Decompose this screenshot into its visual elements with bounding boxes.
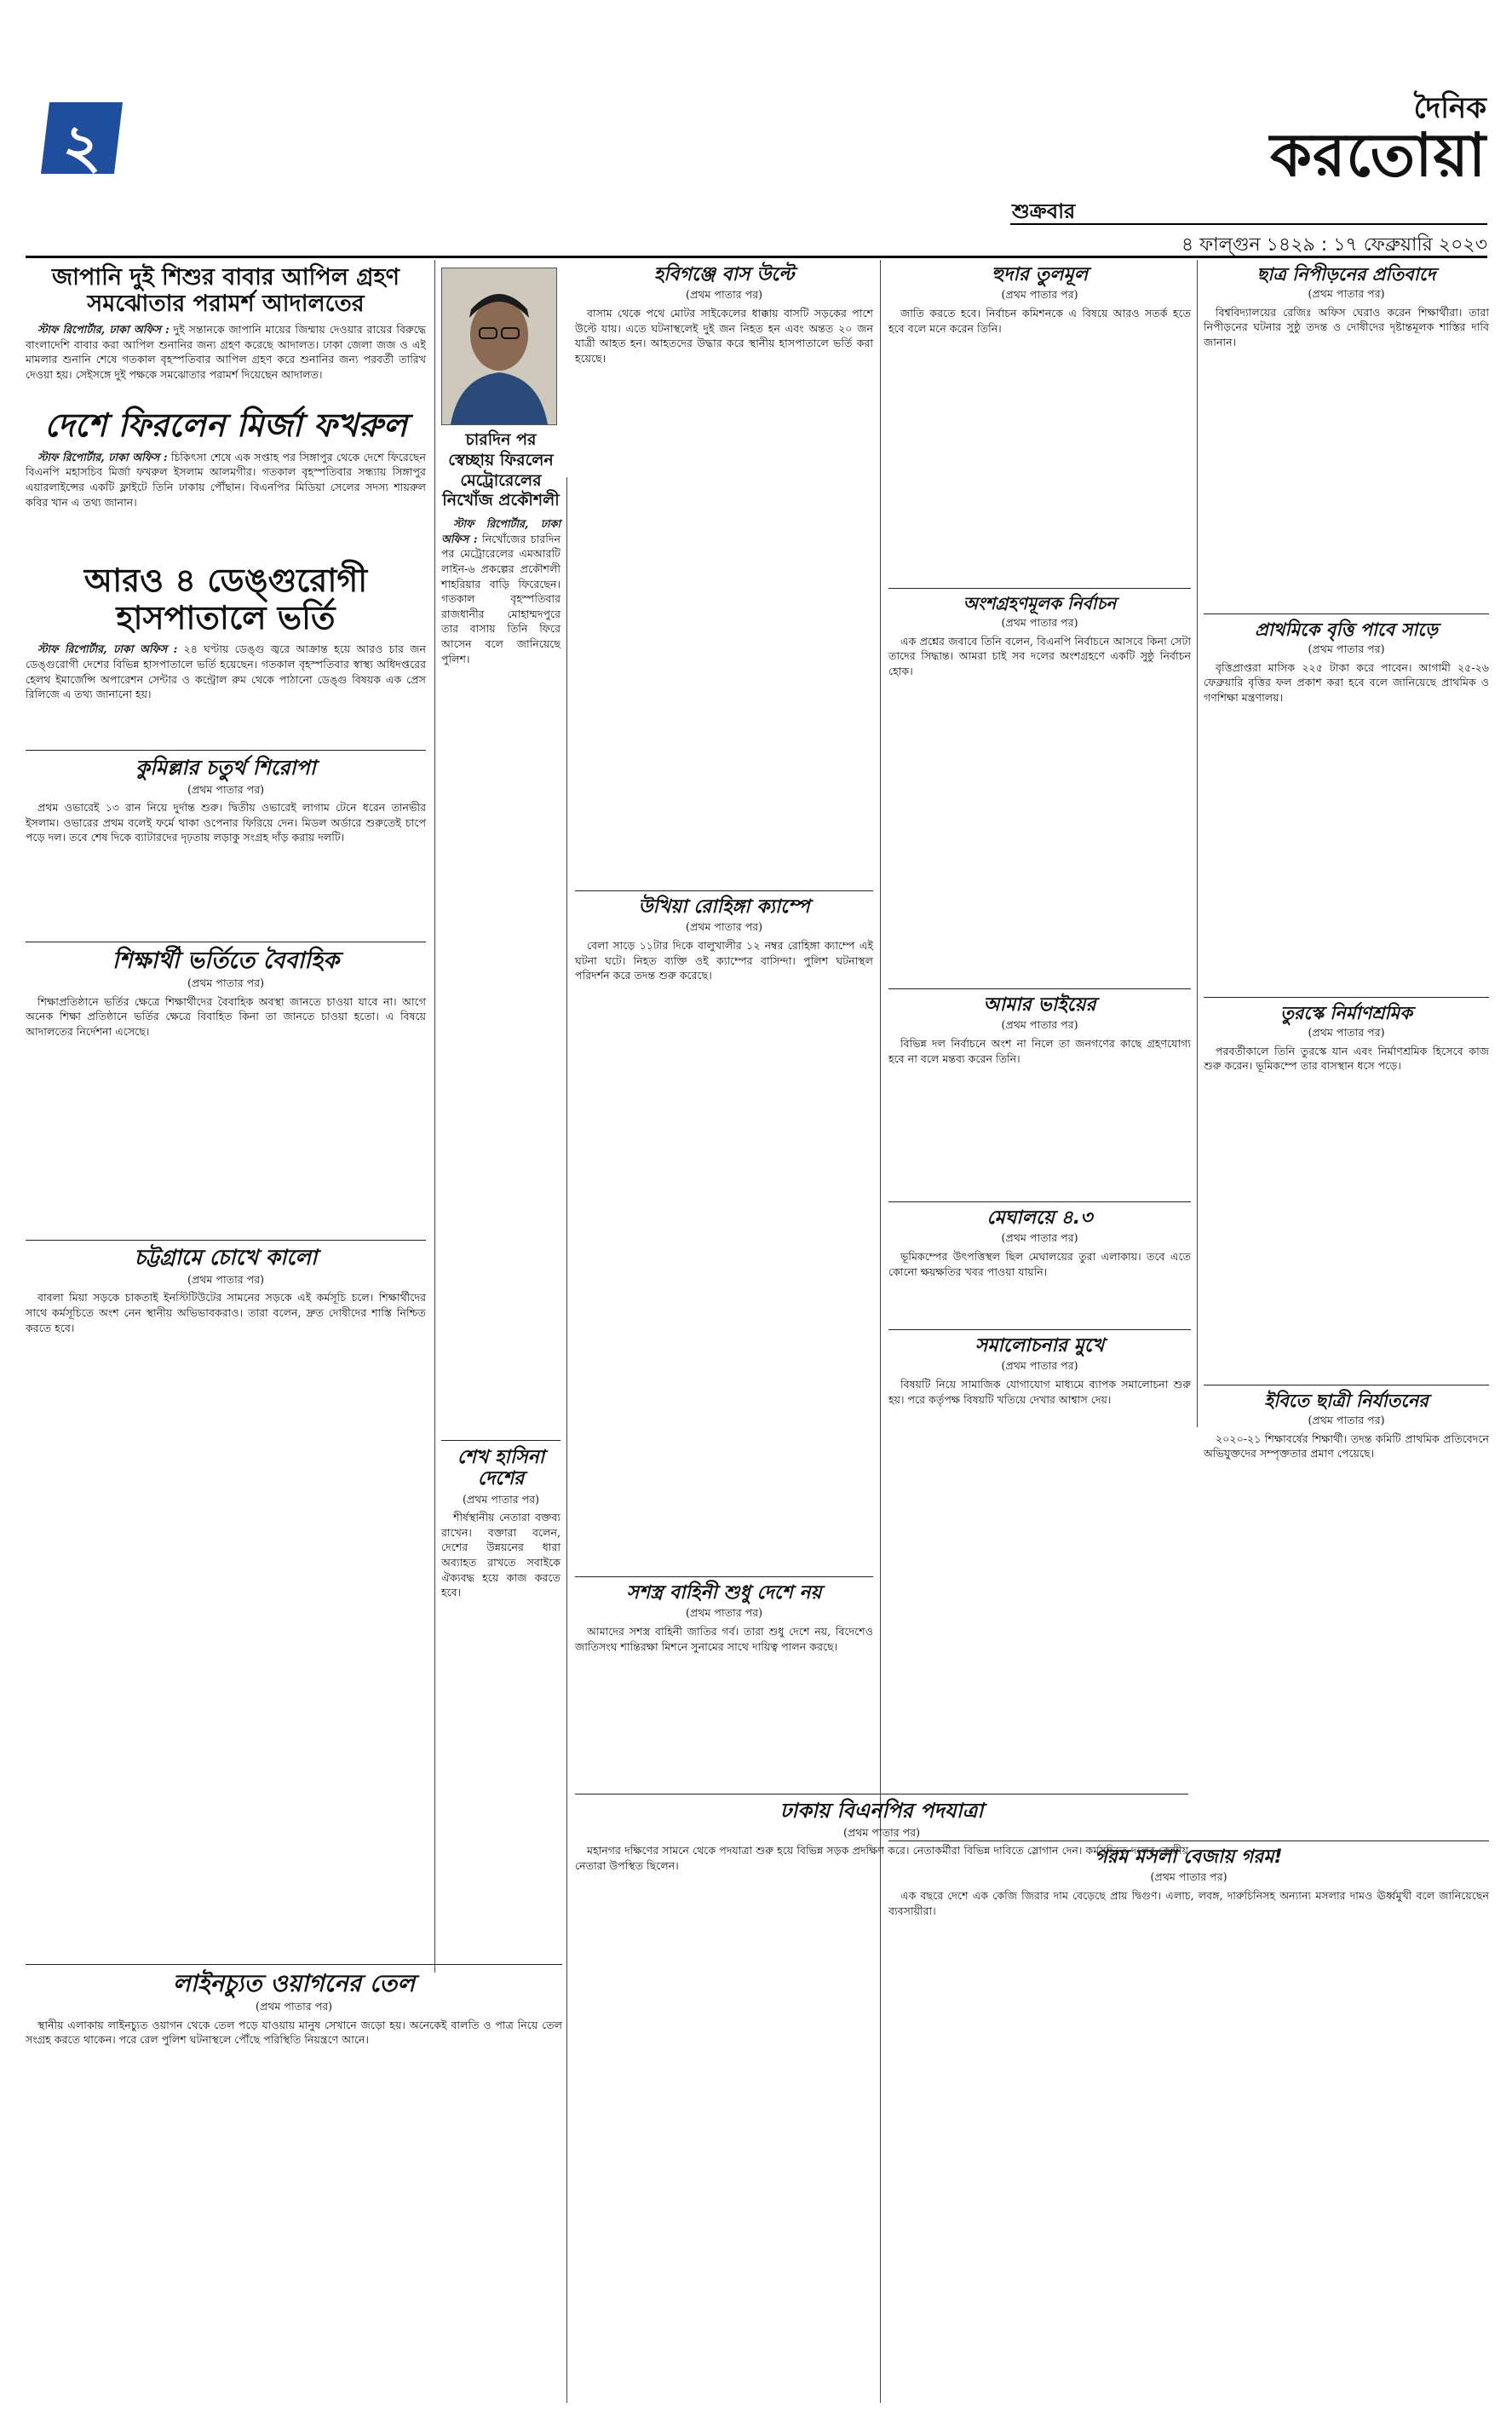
headline: আমার ভাইয়ের	[983, 994, 1096, 1016]
headline: দেশে ফিরলেন মির্জা ফখরুল	[44, 406, 407, 444]
body-text: শীর্ষস্থানীয় নেতারা বক্তব্য রাখেন। বক্তারা বলেন, দেশের উন্নয়নের ধারা অব্যাহত রাখতে সবাইকে ঐক্যবদ্ধ হয়ে কাজ করতে হবে।	[441, 1511, 561, 1599]
article-japani	[26, 264, 426, 386]
continued-label: (প্রথম পাতার পর)	[1308, 642, 1385, 656]
continued-label: (প্রথম পাতার পর)	[1308, 287, 1385, 301]
header-rule	[26, 256, 1487, 258]
day-label: শুক্রবার	[1012, 199, 1076, 223]
headline: ইবিতে ছাত্রী নির্যাতনের	[1264, 1391, 1429, 1411]
headline: শেখ হাসিনা দেশের	[457, 1447, 545, 1490]
masthead-title: করতোয়া	[1270, 120, 1486, 190]
byline: স্টাফ রিপোর্টার, ঢাকা অফিস :	[441, 517, 561, 545]
byline: স্টাফ রিপোর্টার, ঢাকা অফিস :	[37, 642, 178, 656]
section-rule	[575, 1576, 873, 1577]
portrait-icon	[442, 268, 556, 424]
article-hudar	[888, 264, 1191, 339]
article-dengue	[26, 562, 426, 706]
section-rule	[888, 1329, 1191, 1330]
continued-label: (প্রথম পাতার পর)	[187, 782, 265, 796]
page-number-badge	[34, 95, 129, 181]
article-chattogram	[26, 1246, 426, 1339]
column-rule	[1197, 260, 1198, 1427]
article-mirza	[26, 407, 426, 513]
continued-label: (প্রথম পাতার পর)	[685, 288, 763, 302]
section-rule	[26, 1964, 562, 1965]
masthead-small: দৈনিক	[1413, 91, 1486, 125]
body-text: এক বছরে দেশে এক কেজি জিরার দাম বেড়েছে প্রায় দ্বিগুণ। এলাচ, লবঙ্গ, দারুচিনিসহ অন্যান্য মসলার দামও ঊর্ধ্বমুখী বলে জানিয়েছেন ব্যবসায়ীরা।	[888, 1888, 1489, 1917]
headline: সমালোচনার মুখে	[974, 1335, 1105, 1357]
article-somalochona	[888, 1335, 1191, 1410]
article-shekh	[441, 1447, 561, 1604]
article-shikkhar	[26, 948, 426, 1043]
article-amar-bhai	[888, 994, 1191, 1069]
continued-label: (প্রথম পাতার পর)	[1001, 1231, 1078, 1245]
continued-label: (প্রথম পাতার পর)	[685, 1606, 763, 1620]
body-text: দুই সন্তানকে জাপানি মায়ের জিম্মায় দেওয়ার রায়ের বিরুদ্ধে বাংলাদেশি বাবার করা আপিল শুনানির জন্য গ্রহণ করেছে আদালত। ঢাকা জেলা জজ ও এই মামলার শুনানি শেষে গতকাল বৃহস্পতিবার আপিল গ্রহণ করে শুনানির জন্য পরবর্তী তারিখ দেওয়া হয়। সেইসঙ্গে দুই পক্ষকে সমঝোতার পরামর্শ দিয়েছেন আদালত।	[26, 323, 426, 381]
headline: কুমিল্লার চতুর্থ শিরোপা	[135, 756, 316, 780]
page-number: ২	[62, 112, 101, 181]
headline: চারদিন পর স্বেচ্ছায় ফিরলেন মেট্রোরেলের নিখোঁজ প্রকৌশলী	[442, 430, 560, 510]
body-text: চিকিৎসা শেষে এক সপ্তাহ পর সিঙ্গাপুর থেকে দেশে ফিরেছেন বিএনপি মহাসচিব মির্জা ফখরুল ইসলাম আলমগীর। গতকাল বৃহস্পতিবার সন্ধ্যায় সিঙ্গাপুর এয়ারলাইন্সের একটি ফ্লাইটে তিনি ঢাকায় পৌঁছান। বিএনপির মিডিয়া সেলের সদস্য শায়রুল কবির খান এ তথ্য জানান।	[26, 450, 426, 509]
headline: হবিগঞ্জে বাস উল্টে	[653, 264, 795, 285]
continued-label: (প্রথম পাতার পর)	[462, 1492, 540, 1506]
continued-label: (প্রথম পাতার পর)	[1001, 288, 1078, 302]
byline: স্টাফ রিপোর্টার, ঢাকা অফিস :	[37, 450, 168, 464]
headline: প্রাথমিকে বৃত্তি পাবে সাড়ে	[1255, 619, 1438, 640]
continued-label: (প্রথম পাতার পর)	[1308, 1414, 1385, 1427]
headline: ছাত্র নিপীড়নের প্রতিবাদে	[1256, 264, 1436, 285]
body-text: প্রথম ওভারেই ১৩ রান নিয়ে দুর্দান্ত শুরু। দ্বিতীয় ওভারেই লাগাম টেনে ধরেন তানভীর ইসলাম। ওভারের প্রথম বলেই ফর্মে থাকা ওপেনার ফিরিয়ে দেন। মিডল অর্ডারে শুরুতেই চাপে পড়ে দল। তবে শেষ দিকে ব্যাটারদের দৃঢ়তায় লড়াকু সংগ্রহ দাঁড় করায় দলটি।	[26, 801, 426, 844]
body-text: পরবর্তীকালে তিনি তুরস্কে যান এবং নির্মাণশ্রমিক হিসেবে কাজ শুরু করেন। ভূমিকম্পে তার বাসস্থান ধসে পড়ে।	[1204, 1044, 1489, 1073]
continued-label: (প্রথম পাতার পর)	[187, 976, 265, 990]
masthead	[1146, 91, 1486, 196]
continued-label: (প্রথম পাতার পর)	[842, 1825, 921, 1839]
headline: মেঘালয়ে ৪.৩	[986, 1207, 1093, 1229]
section-rule	[26, 1240, 426, 1241]
body-text: ২০২০-২১ শিক্ষাবর্ষের শিক্ষার্থী। তদন্ত কমিটি প্রাথমিক প্রতিবেদনে অভিযুক্তদের সম্পৃক্ততার প্রমাণ পেয়েছে।	[1204, 1432, 1489, 1460]
continued-label: (প্রথম পাতার পর)	[685, 920, 763, 934]
column-rule	[434, 260, 435, 1973]
headline: চট্টগ্রামে চোখে কালো	[134, 1245, 318, 1270]
article-kumilla	[26, 757, 426, 849]
column-rule	[880, 260, 881, 2403]
body-text: বাসাম থেকে পথে মোটর সাইকেলের ধাক্কায় বাসটি সড়কের পাশে উল্টে যায়। এতে ঘটনাস্থলেই দুই জন নিহত হন এবং অন্তত ২০ জন যাত্রী আহত হন। আহতদের উদ্ধার করে স্থানীয় হাসপাতালে ভর্তি করা হয়েছে।	[575, 306, 873, 365]
section-rule	[888, 588, 1191, 589]
article-turoske	[1204, 1003, 1489, 1077]
body-text: আমাদের সশস্ত্র বাহিনী জাতির গর্ব। তারা শুধু দেশে নয়, বিদেশেও জাতিসংঘ শান্তিরক্ষা মিশনে সুনামের সাথে দায়িত্ব পালন করছে।	[575, 1624, 873, 1653]
byline: স্টাফ রিপোর্টার, ঢাকা অফিস :	[37, 323, 170, 337]
headline: উখিয়া রোহিঙ্গা ক্যাম্পে	[638, 896, 810, 918]
body-text: বৃত্তিপ্রাপ্তরা মাসিক ২২৫ টাকা করে পাবেন। আগামী ২৫-২৬ ফেব্রুয়ারি বৃত্তির ফল প্রকাশ করা হবে বলে জানিয়েছে প্রাথমিক ও গণশিক্ষা মন্ত্রণালয়।	[1204, 660, 1489, 705]
article-hobiganj	[575, 264, 873, 369]
body-text: এক প্রশ্নের জবাবে তিনি বলেন, বিএনপি নির্বাচনে আসবে কিনা সেটা তাদের সিদ্ধান্ত। আমরা চাই সব দলের অংশগ্রহণে একটি সুষ্ঠু নির্বাচন হোক।	[888, 634, 1191, 677]
headline: ঢাকায় বিএনপির পদযাত্রা	[779, 1799, 984, 1823]
headline: হুদার তুলমূল	[991, 264, 1089, 285]
body-text: শিক্ষাপ্রতিষ্ঠানে ভর্তির ক্ষেত্রে শিক্ষার্থীদের বৈবাহিক অবস্থা জানতে চাওয়া যাবে না। আগে অনেক শিক্ষা প্রতিষ্ঠানে ভর্তির ক্ষেত্রে বিবাহিত কিনা তা জানতে চাওয়া হতো। এ বিষয়ে আদালতের নির্দেশনা এসেছে।	[26, 994, 426, 1038]
body-text: ভূমিকম্পের উৎপত্তিস্থল ছিল মেঘালয়ের তুরা এলাকায়। তবে এতে কোনো ক্ষয়ক্ষতির খবর পাওয়া যায়নি।	[888, 1249, 1191, 1278]
continued-label: (প্রথম পাতার পর)	[1150, 1870, 1227, 1884]
body-text: স্থানীয় এলাকায় লাইনচ্যুত ওয়াগন থেকে তেল পড়ে যাওয়ায় মানুষ সেখানে জড়ো হয়। অনেকেই বালতি ও পাত্র নিয়ে তেল সংগ্রহ করতে থাকেন। পরে রেল পুলিশ ঘটনাস্থলে পৌঁছে পরিস্থিতি নিয়ন্ত্রণে আনে।	[26, 2018, 562, 2047]
headline: সশস্ত্র বাহিনী শুধু দেশে নয়	[626, 1582, 822, 1604]
article-meghalaya	[888, 1207, 1191, 1282]
headline: শিক্ষার্থী ভর্তিতে বৈবাহিক	[112, 948, 340, 974]
article-gorom	[888, 1846, 1489, 1921]
body-text: বিভিন্ন দল নির্বাচনে অংশ না নিলে তা জনগণের কাছে গ্রহণযোগ্য হবে না বলে মন্তব্য করেন তিনি।	[888, 1036, 1191, 1065]
section-rule	[575, 890, 873, 891]
headline: লাইনচ্যুত ওয়াগনের তেল	[172, 1969, 416, 1997]
engineer-photo	[441, 268, 557, 425]
body-text: বিশ্ববিদ্যালয়ের রেজিঃ অফিস ঘেরাও করেন শিক্ষার্থীরা। তারা নিপীড়নের ঘটনার সুষ্ঠু তদন্ত ও দোষীদের দৃষ্টান্তমূলক শাস্তির দাবি জানান।	[1204, 305, 1489, 349]
article-sashastra	[575, 1582, 873, 1657]
section-rule	[1204, 997, 1489, 998]
continued-label: (প্রথম পাতার পর)	[1001, 1018, 1078, 1032]
continued-label: (প্রথম পাতার পর)	[1308, 1026, 1385, 1040]
body-text: মহানগর দক্ষিণের সামনে থেকে পদযাত্রা শুরু হয়ে বিভিন্ন সড়ক প্রদক্ষিণ করে। নেতাকর্মীরা বিভিন্ন দাবিতে স্লোগান দেন। কর্মসূচিতে দলের কেন্দ্রীয় নেতারা উপস্থিত ছিলেন।	[575, 1844, 1188, 1872]
body-text: ২৪ ঘণ্টায় ডেঙ্গু জ্বরে আক্রান্ত হয়ে আরও চার জন ডেঙ্গুরোগী দেশের বিভিন্ন হাসপাতালে ভর্তি হয়েছেন। গতকাল বৃহস্পতিবার স্বাস্থ্য অধিদপ্তরের হেলথ ইমার্জেন্সি অপারেশন সেন্টার ও কন্ট্রোল রুম থেকে পাঠানো ডেঙ্গু বিষয়ক এক প্রেস রিলিজে এ তথ্য জানানো হয়।	[26, 642, 426, 701]
body-text: বাবলা মিয়া সড়কে চাকতাই ইনস্টিটিউটের সামনের সড়কে এই কর্মসূচি চলে। শিক্ষার্থীদের সাথে কর্মসূচিতে অংশ নেন স্থানীয় অভিভাবকরাও। তারা বলেন, দ্রুত দোষীদের শাস্তি নিশ্চিত করতে হবে।	[26, 1291, 426, 1334]
body-text: বিষয়টি নিয়ে সামাজিক যোগাযোগ মাধ্যমে ব্যাপক সমালোচনা শুরু হয়। পরে কর্তৃপক্ষ বিষয়টি খতিয়ে দেখার আশ্বাস দেয়।	[888, 1377, 1191, 1406]
article-prathomik	[1204, 619, 1489, 709]
dateline: ৪ ফাল্গুন ১৪২৯ : ১৭ ফেব্রুয়ারি ২০২৩	[1010, 223, 1487, 262]
article-rohingya	[575, 896, 873, 987]
headline: সমঝোতার পরামর্শ আদালতের	[87, 291, 365, 318]
headline: আরও ৪ ডেঙ্গুরোগী হাসপাতালে ভর্তি	[83, 562, 368, 637]
article-metro	[441, 430, 561, 670]
section-rule	[888, 988, 1191, 989]
headline: জাপানি দুই শিশুর বাবার আপিল গ্রহণ	[52, 264, 400, 291]
section-rule	[26, 750, 426, 751]
headline: তুরস্কে নির্মাণশ্রমিক	[1280, 1003, 1412, 1023]
continued-label: (প্রথম পাতার পর)	[187, 1272, 265, 1286]
article-linechute	[26, 1970, 562, 2051]
article-ongshogrohon	[888, 594, 1191, 683]
section-rule	[441, 1440, 561, 1441]
body-text: নিখোঁজের চারদিন পর মেট্রোরেলের এমআরটি লাইন-৬ প্রকল্পের প্রকৌশলী শাহরিয়ার বাড়ি ফিরেছেন। গতকাল বৃহস্পতিবার রাজধানীর মোহাম্মদপুরে তার বাসায় তিনি ফিরে আসেন বলে জানিয়েছে পুলিশ।	[441, 532, 561, 665]
body-text: জাতি করতে হবে। নির্বাচন কমিশনকে এ বিষয়ে আরও সতর্ক হতে হবে বলে মনে করেন তিনি।	[888, 306, 1191, 335]
continued-label: (প্রথম পাতার পর)	[1001, 616, 1078, 629]
section-rule	[888, 1201, 1191, 1202]
continued-label: (প্রথম পাতার পর)	[1001, 1359, 1078, 1373]
headline: অংশগ্রহণমূলক নির্বাচন	[963, 593, 1117, 614]
headline: গরম মসলা বেজায় গরম!	[1095, 1846, 1283, 1868]
article-chhatro	[1204, 264, 1489, 354]
column-rule	[566, 477, 567, 2403]
continued-label: (প্রথম পাতার পর)	[255, 2000, 333, 2013]
body-text: বেলা সাড়ে ১১টার দিকে বালুখালীর ১২ নম্বর রোহিঙ্গা ক্যাম্পে এই ঘটনা ঘটে। নিহত ব্যক্তি ওই ক্যাম্পের বাসিন্দা। পুলিশ ঘটনাস্থল পরিদর্শন করে তদন্ত শুরু করেছে।	[575, 938, 873, 982]
article-ibite	[1204, 1391, 1489, 1465]
